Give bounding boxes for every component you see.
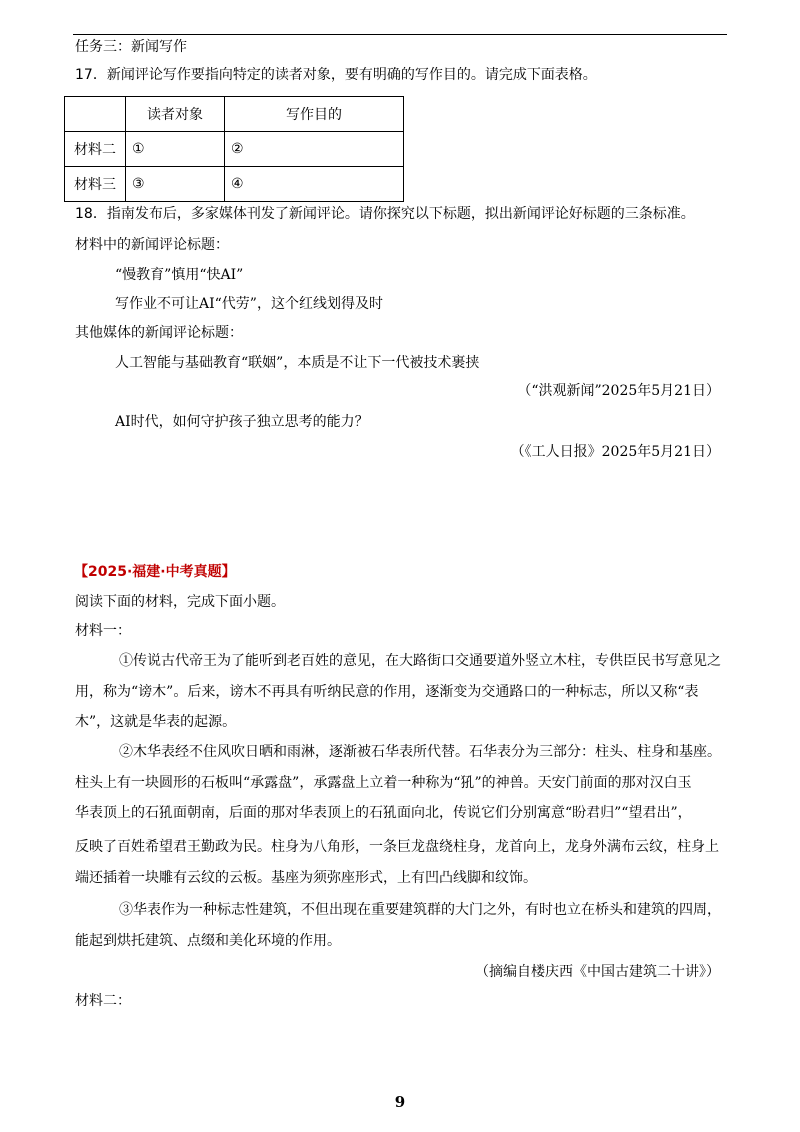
question-18: 18．指南发布后，多家媒体刊发了新闻评论。请你探究以下标题，拟出新闻评论好标题的三条标准。 — [75, 206, 695, 222]
paragraph-2-line: ②木华表经不住风吹日晒和雨淋，逐渐被石华表所代替。石华表分为三部分：柱头、柱身和基座。 — [119, 744, 721, 760]
table-row — [65, 167, 404, 202]
other-title: 人工智能与基础教育“联姻”，本质是不让下一代被技术裹挟 — [115, 355, 480, 371]
question-17-table — [64, 96, 404, 202]
paragraph-2-line: 柱头上有一块圆形的石板叫“承露盘”，承露盘上立着一种称为“犼”的神兽。天安门前面的那对汉白玉 — [75, 775, 692, 791]
table-cell-reader: ③ — [126, 167, 225, 202]
other-title-source: （“洪观新闻”2025年5月21日） — [517, 383, 720, 399]
table-cell-reader: ① — [126, 132, 225, 167]
paragraph-3-line: ③华表作为一种标志性建筑，不但出现在重要建筑群的大门之外，有时也立在桥头和建筑的四周， — [119, 902, 721, 918]
table-row-label: 材料三 — [65, 167, 126, 202]
table-header-cell: 读者对象 — [126, 97, 225, 132]
material-titles-label: 材料中的新闻评论标题： — [75, 237, 229, 253]
paragraph-2-line: 反映了百姓希望君王勤政为民。柱身为八角形，一条巨龙盘绕柱身，龙首向上，龙身外满布云纹，柱身上 — [75, 839, 719, 855]
paragraph-2-line: 端还插着一块雕有云纹的云板。基座为须弥座形式，上有凹凸线脚和纹饰。 — [75, 870, 537, 886]
material-title: “慢教育”慎用“快AI” — [115, 267, 244, 283]
table-header-cell: 写作目的 — [225, 97, 404, 132]
table-header-row — [65, 97, 404, 132]
table-cell-purpose: ④ — [225, 167, 404, 202]
paragraph-1-line: ①传说古代帝王为了能听到老百姓的意见，在大路街口交通要道外竖立木柱，专供臣民书写意见之 — [119, 653, 721, 669]
other-title-source: （《工人日报》2025年5月21日） — [510, 444, 720, 460]
material-1-source: （摘编自楼庆西《中国古建筑二十讲》） — [475, 964, 720, 980]
other-titles-label: 其他媒体的新闻评论标题： — [75, 325, 243, 341]
question-17: 17．新闻评论写作要指向特定的读者对象，要有明确的写作目的。请完成下面表格。 — [75, 67, 597, 83]
paragraph-3-line: 能起到烘托建筑、点缀和美化环境的作用。 — [75, 933, 341, 949]
paragraph-2-line: 华表顶上的石犼面朝南，后面的那对华表顶上的石犼面向北，传说它们分别寓意“盼君归”“望君出”， — [75, 805, 692, 821]
table-row — [65, 132, 404, 167]
exam-source-tag: 【2025·福建·中考真题】 — [74, 564, 236, 580]
material-title: 写作业不可让AI“代劳”，这个红线划得及时 — [115, 296, 383, 312]
material-2-label: 材料二： — [75, 993, 131, 1009]
reading-instruction: 阅读下面的材料，完成下面小题。 — [75, 594, 285, 610]
table-header-cell — [65, 97, 126, 132]
page-number: 9 — [394, 1093, 406, 1111]
other-title: AI时代，如何守护孩子独立思考的能力？ — [115, 414, 369, 430]
table-row-label: 材料二 — [65, 132, 126, 167]
header-rule — [73, 34, 727, 35]
table-cell-purpose: ② — [225, 132, 404, 167]
task3-heading: 任务三：新闻写作 — [75, 39, 187, 55]
material-1-label: 材料一： — [75, 623, 131, 639]
paragraph-1-line: 木”，这就是华表的起源。 — [75, 714, 237, 730]
paragraph-1-line: 用，称为“谤木”。后来，谤木不再具有听纳民意的作用，逐渐变为交通路口的一种标志，所以又称“表 — [75, 684, 699, 700]
